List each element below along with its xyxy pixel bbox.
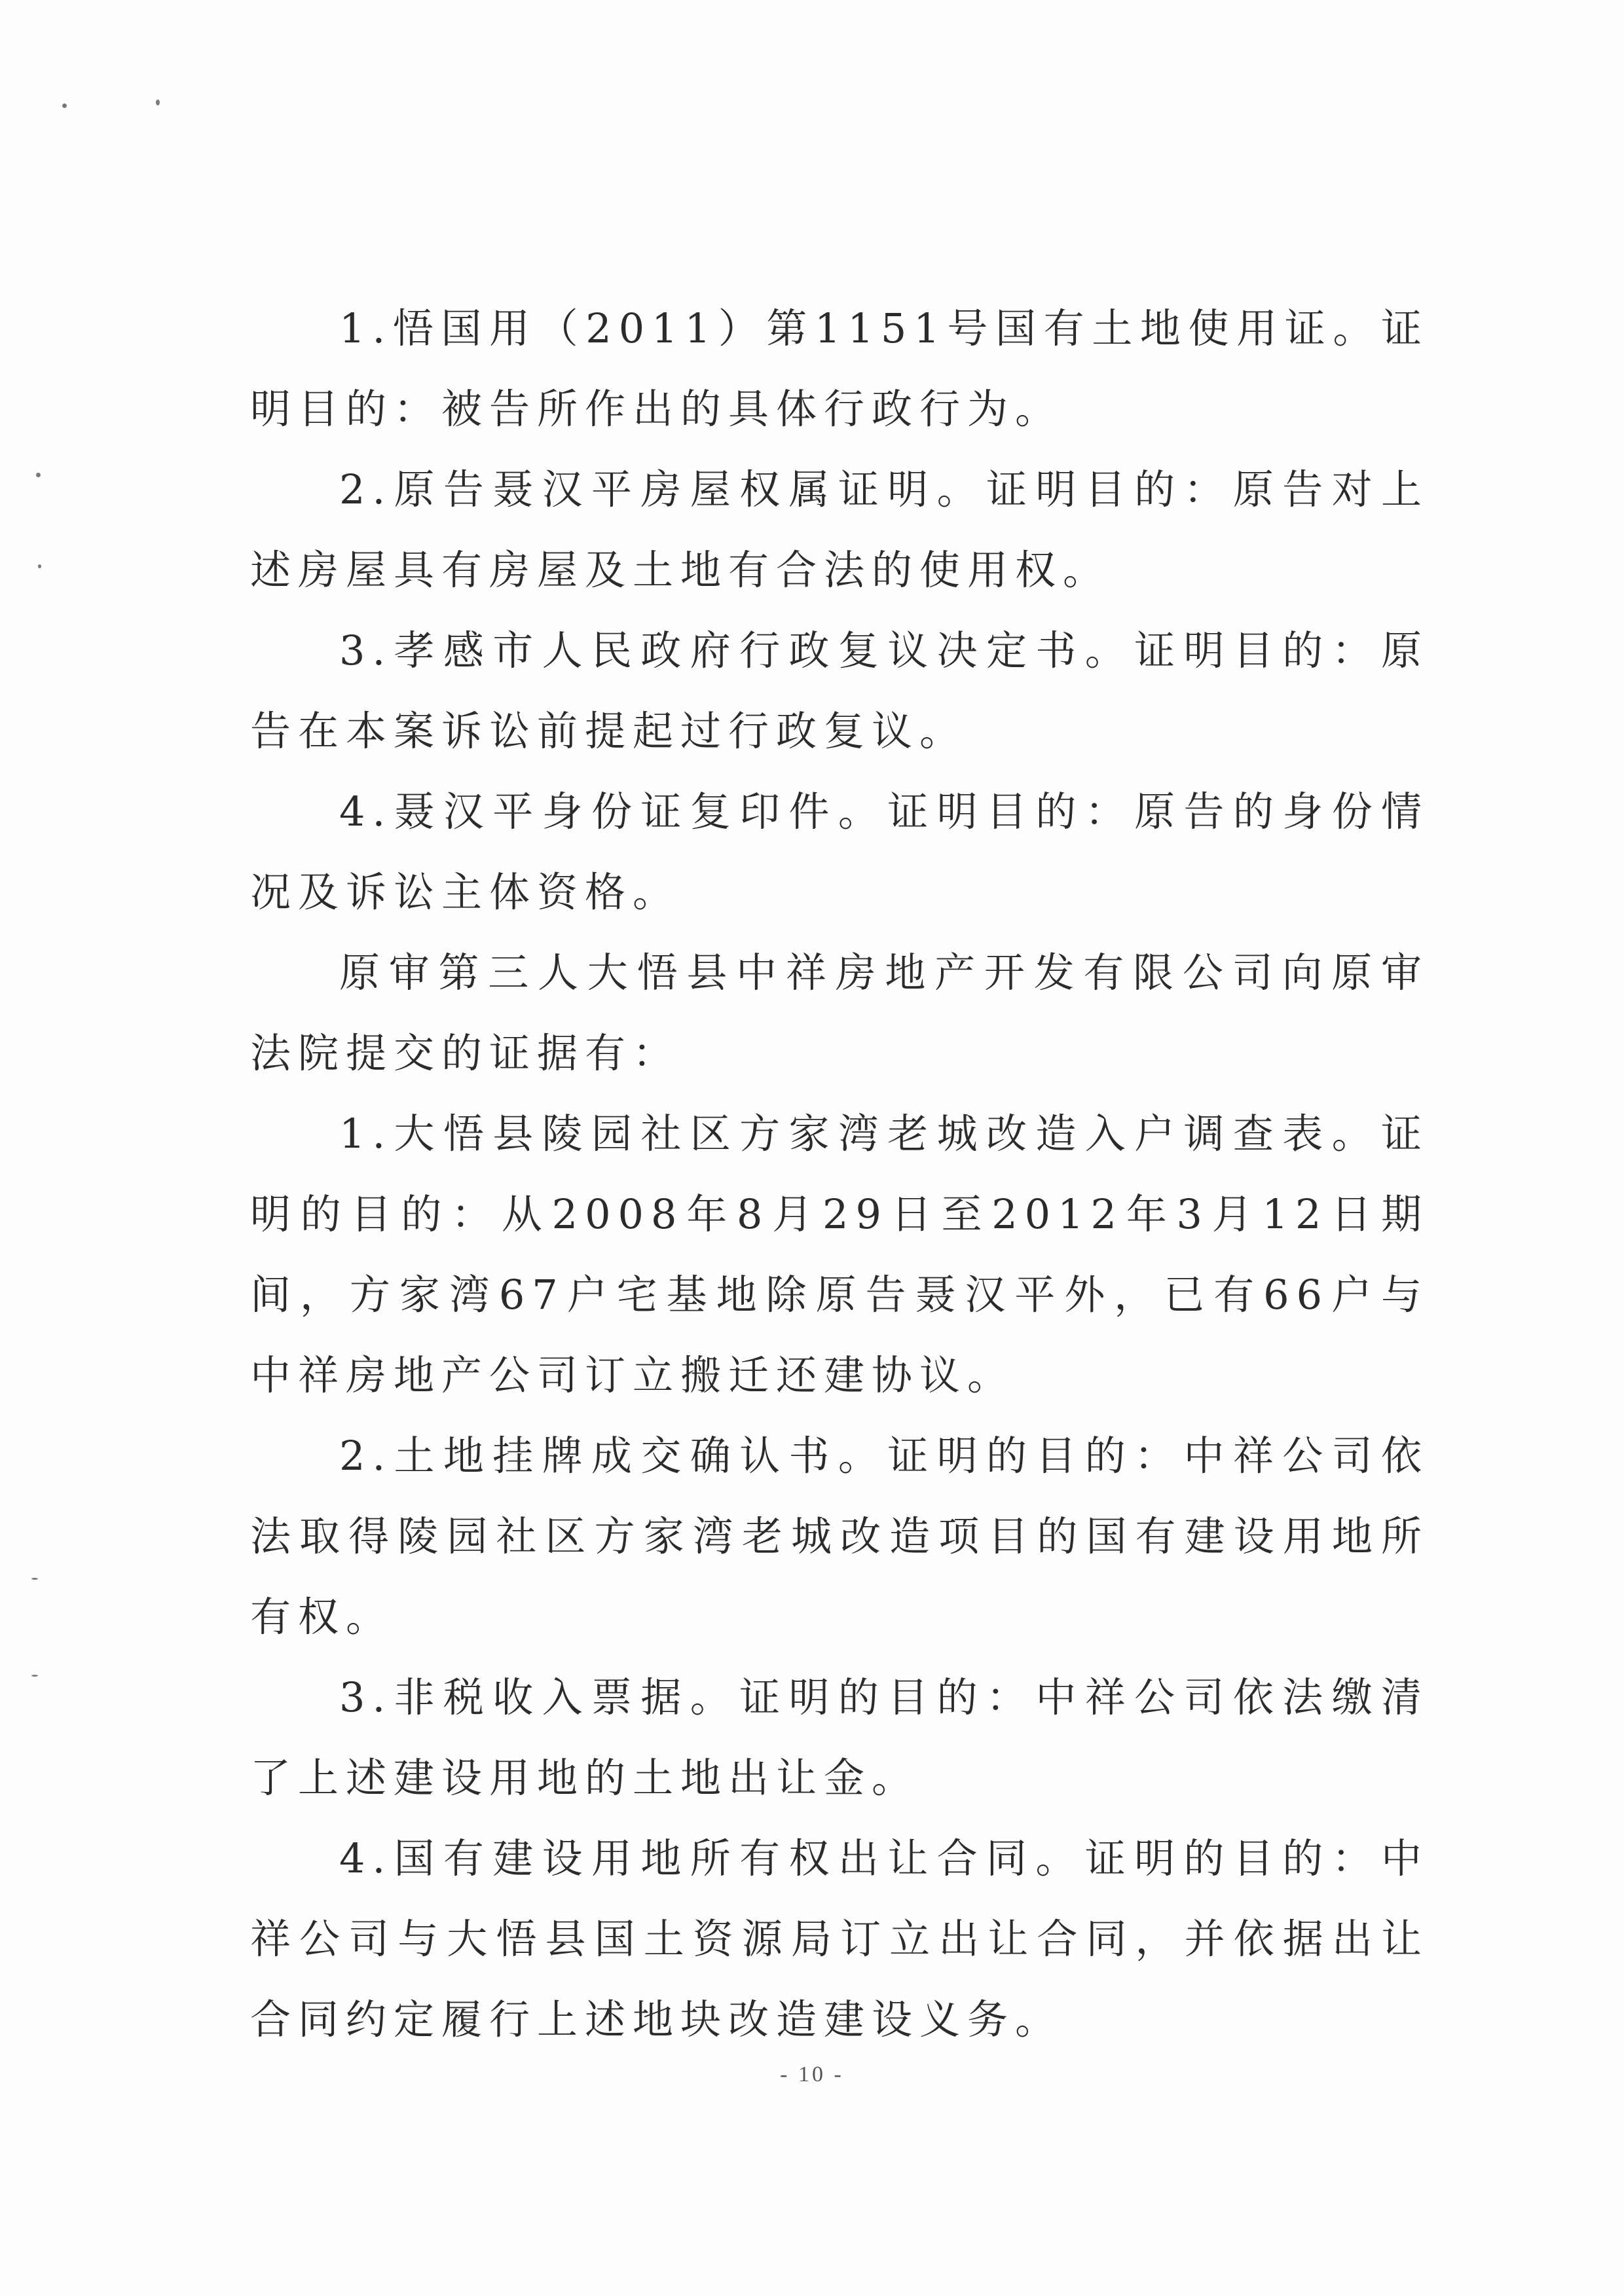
evidence-item-3: 3.孝感市人民政府行政复议决定书。证明目的：原告在本案诉讼前提起过行政复议。 [250,627,1429,755]
scan-speck [156,100,160,105]
third-party-evidence-item-4: 4.国有建设用地所有权出让合同。证明的目的：中祥公司与大悟县国土资源局订立出让合同，并依据出让合同约定履行上述地块改造建设义务。 [250,1834,1429,2043]
evidence-item-1: 1.悟国用（2011）第1151号国有土地使用证。证明目的：被告所作出的具体行政行为。 [250,304,1429,433]
third-party-evidence-item-2: 2.土地挂牌成交确认书。证明的目的：中祥公司依法取得陵园社区方家湾老城改造项目的国有建设用地所有权。 [250,1432,1429,1641]
evidence-item-2: 2.原告聂汉平房屋权属证明。证明目的：原告对上述房屋具有房屋及土地有合法的使用权。 [250,465,1429,594]
scan-speck [31,1675,38,1677]
scan-speck [62,103,67,108]
evidence-item-4: 4.聂汉平身份证复印件。证明目的：原告的身份情况及诉讼主体资格。 [250,788,1429,916]
scan-speck [38,564,41,568]
scan-speck [31,1578,38,1580]
third-party-evidence-item-1: 1.大悟县陵园社区方家湾老城改造入户调查表。证明的目的：从2008年8月29日至2012年3月12日期间，方家湾67户宅基地除原告聂汉平外，已有66户与中祥房地产公司订立搬迁还建协议。 [250,1110,1429,1399]
third-party-evidence-intro: 原审第三人大悟县中祥房地产开发有限公司向原审法院提交的证据有： [250,949,1429,1077]
page-number: - 10 - [780,2062,844,2086]
document-body [250,288,1429,2060]
third-party-evidence-item-3: 3.非税收入票据。证明的目的：中祥公司依法缴清了上述建设用地的土地出让金。 [250,1673,1429,1802]
scan-speck [36,473,41,477]
